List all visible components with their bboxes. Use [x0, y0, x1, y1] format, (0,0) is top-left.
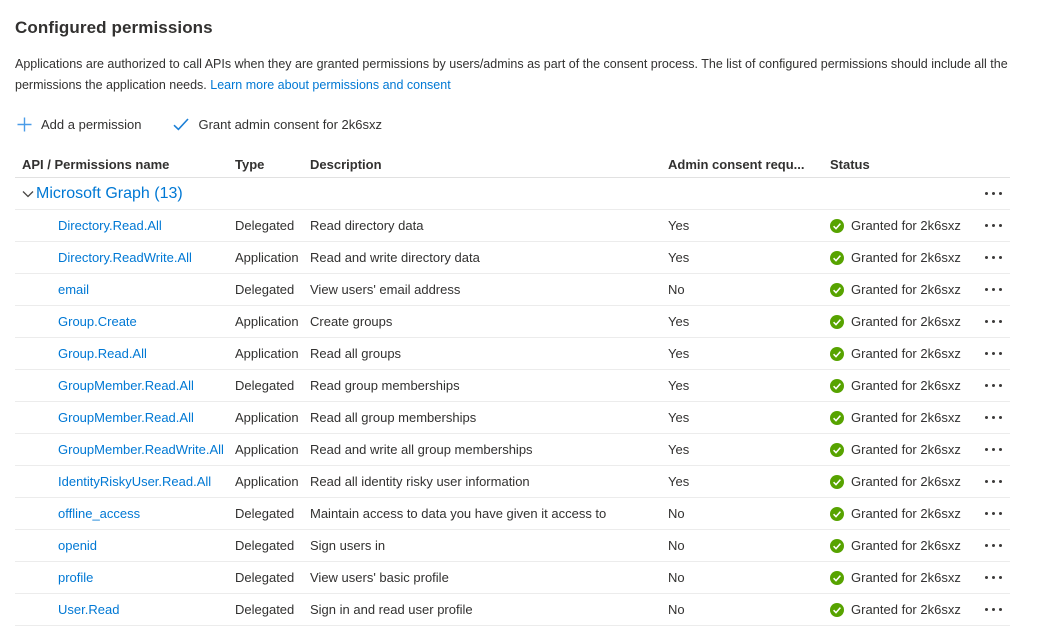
- permission-description: Maintain access to data you have given it access to: [310, 506, 607, 522]
- table-row: [15, 434, 1010, 466]
- granted-check-icon: [830, 411, 844, 425]
- page-title: Configured permissions: [15, 18, 213, 37]
- status-cell: [830, 378, 975, 393]
- learn-more-link[interactable]: Learn more about permissions and consent: [210, 77, 451, 92]
- ellipsis-icon: [985, 480, 1002, 483]
- permission-name-link[interactable]: GroupMember.Read.All: [58, 410, 194, 426]
- table-row: [15, 594, 1010, 626]
- table-row: [15, 210, 1010, 242]
- group-row-menu-button[interactable]: [983, 188, 1004, 199]
- permission-type: Application: [235, 314, 299, 330]
- col-header-api-permissions-name: API / Permissions name: [22, 157, 170, 173]
- permission-name-link[interactable]: User.Read: [58, 602, 120, 618]
- permission-rows: [15, 210, 1010, 626]
- admin-consent-required-value: No: [668, 570, 685, 586]
- col-header-admin-consent: Admin consent requ...: [668, 157, 805, 173]
- granted-check-icon: [830, 379, 844, 393]
- permission-type: Application: [235, 250, 299, 266]
- permission-name-link[interactable]: Directory.ReadWrite.All: [58, 250, 192, 266]
- status-cell: [830, 506, 975, 521]
- status-label: Granted for 2k6sxz: [851, 442, 961, 458]
- granted-check-icon: [830, 539, 844, 553]
- status-cell: [830, 602, 975, 617]
- grant-admin-consent-label: Grant admin consent for 2k6sxz: [198, 117, 382, 133]
- permissions-table: [15, 152, 1010, 626]
- table-row: [15, 370, 1010, 402]
- status-label: Granted for 2k6sxz: [851, 506, 961, 522]
- permission-description: Read group memberships: [310, 378, 460, 394]
- permission-description: View users' email address: [310, 282, 461, 298]
- row-menu-button[interactable]: [983, 444, 1004, 455]
- row-menu-button[interactable]: [983, 348, 1004, 359]
- granted-check-icon: [830, 603, 844, 617]
- permission-name-link[interactable]: offline_access: [58, 506, 141, 522]
- permission-description: View users' basic profile: [310, 570, 449, 586]
- permission-description: Create groups: [310, 314, 393, 330]
- ellipsis-icon: [985, 576, 1002, 579]
- status-cell: [830, 218, 975, 233]
- status-cell: [830, 474, 975, 489]
- col-header-type: Type: [235, 157, 265, 173]
- admin-consent-required-value: Yes: [668, 346, 690, 362]
- permission-description: Sign users in: [310, 538, 386, 554]
- table-row: [15, 562, 1010, 594]
- status-cell: [830, 314, 975, 329]
- admin-consent-required-value: No: [668, 602, 685, 618]
- api-group-link[interactable]: Microsoft Graph (13): [36, 184, 183, 202]
- permission-description: Read all group memberships: [310, 410, 477, 426]
- row-menu-button[interactable]: [983, 284, 1004, 295]
- row-menu-button[interactable]: [983, 252, 1004, 263]
- table-row: [15, 530, 1010, 562]
- command-bar: [15, 115, 1041, 134]
- granted-check-icon: [830, 347, 844, 361]
- ellipsis-icon: [985, 256, 1002, 259]
- status-cell: [830, 570, 975, 585]
- status-cell: [830, 538, 975, 553]
- permission-type: Application: [235, 410, 299, 426]
- ellipsis-icon: [985, 352, 1002, 355]
- permission-description: Read all groups: [310, 346, 402, 362]
- permission-description: Read all identity risky user information: [310, 474, 530, 490]
- table-header: [15, 152, 1010, 178]
- status-label: Granted for 2k6sxz: [851, 602, 961, 618]
- table-row: [15, 242, 1010, 274]
- permission-type: Delegated: [235, 282, 295, 298]
- permission-type: Delegated: [235, 602, 295, 618]
- ellipsis-icon: [985, 224, 1002, 227]
- admin-consent-required-value: No: [668, 282, 685, 298]
- ellipsis-icon: [985, 192, 1002, 195]
- ellipsis-icon: [985, 512, 1002, 515]
- admin-consent-required-value: Yes: [668, 410, 690, 426]
- ellipsis-icon: [985, 384, 1002, 387]
- permission-name-link[interactable]: Directory.Read.All: [58, 218, 162, 234]
- table-row: [15, 338, 1010, 370]
- permission-type: Application: [235, 346, 299, 362]
- status-label: Granted for 2k6sxz: [851, 378, 961, 394]
- permissions-description: [15, 54, 1025, 95]
- admin-consent-required-value: Yes: [668, 314, 690, 330]
- permission-type: Application: [235, 474, 299, 490]
- grant-admin-consent-button[interactable]: [171, 115, 384, 134]
- add-permission-label: Add a permission: [41, 117, 142, 133]
- table-row: [15, 466, 1010, 498]
- permission-description: Read directory data: [310, 218, 424, 234]
- permission-name-link[interactable]: GroupMember.ReadWrite.All: [58, 442, 224, 458]
- status-label: Granted for 2k6sxz: [851, 314, 961, 330]
- row-menu-button[interactable]: [983, 572, 1004, 583]
- granted-check-icon: [830, 443, 844, 457]
- granted-check-icon: [830, 475, 844, 489]
- ellipsis-icon: [985, 448, 1002, 451]
- status-label: Granted for 2k6sxz: [851, 474, 961, 490]
- status-label: Granted for 2k6sxz: [851, 346, 961, 362]
- admin-consent-required-value: Yes: [668, 378, 690, 394]
- table-row: [15, 402, 1010, 434]
- ellipsis-icon: [985, 320, 1002, 323]
- plus-icon: [17, 117, 32, 132]
- ellipsis-icon: [985, 288, 1002, 291]
- collapse-group-button[interactable]: [22, 186, 34, 201]
- admin-consent-required-value: Yes: [668, 474, 690, 490]
- granted-check-icon: [830, 315, 844, 329]
- table-row: [15, 274, 1010, 306]
- permission-type: Application: [235, 442, 299, 458]
- admin-consent-required-value: Yes: [668, 442, 690, 458]
- admin-consent-required-value: Yes: [668, 218, 690, 234]
- permission-name-link[interactable]: IdentityRiskyUser.Read.All: [58, 474, 212, 490]
- permission-name-link[interactable]: Group.Create: [58, 314, 137, 330]
- status-label: Granted for 2k6sxz: [851, 538, 961, 554]
- status-cell: [830, 410, 975, 425]
- granted-check-icon: [830, 507, 844, 521]
- status-cell: [830, 346, 975, 361]
- granted-check-icon: [830, 219, 844, 233]
- permission-description: Read and write all group memberships: [310, 442, 533, 458]
- status-label: Granted for 2k6sxz: [851, 282, 961, 298]
- status-cell: [830, 250, 975, 265]
- admin-consent-required-value: No: [668, 506, 685, 522]
- permission-name-link[interactable]: email: [58, 282, 90, 298]
- row-menu-button[interactable]: [983, 604, 1004, 615]
- chevron-down-icon: [22, 186, 34, 201]
- row-menu-button[interactable]: [983, 540, 1004, 551]
- status-label: Granted for 2k6sxz: [851, 570, 961, 586]
- permission-name-link[interactable]: GroupMember.Read.All: [58, 378, 194, 394]
- admin-consent-required-value: No: [668, 538, 685, 554]
- row-menu-button[interactable]: [983, 380, 1004, 391]
- status-cell: [830, 282, 975, 297]
- granted-check-icon: [830, 571, 844, 585]
- permission-type: Delegated: [235, 378, 295, 394]
- col-header-description: Description: [310, 157, 382, 173]
- status-label: Granted for 2k6sxz: [851, 250, 961, 266]
- check-icon: [173, 118, 189, 131]
- status-label: Granted for 2k6sxz: [851, 410, 961, 426]
- ellipsis-icon: [985, 544, 1002, 547]
- add-permission-button[interactable]: [15, 115, 143, 134]
- row-menu-button[interactable]: [983, 412, 1004, 423]
- row-menu-button[interactable]: [983, 316, 1004, 327]
- permission-type: Delegated: [235, 570, 295, 586]
- row-menu-button[interactable]: [983, 508, 1004, 519]
- admin-consent-required-value: Yes: [668, 250, 690, 266]
- table-row: [15, 498, 1010, 530]
- row-menu-button[interactable]: [983, 476, 1004, 487]
- description-text: Applications are authorized to call APIs when they are granted permissions by users/admins as part of the consent process. The list of configured permissions should include all the permissions the application needs.: [15, 57, 1008, 92]
- row-menu-button[interactable]: [983, 220, 1004, 231]
- permission-type: Delegated: [235, 538, 295, 554]
- ellipsis-icon: [985, 416, 1002, 419]
- permission-description: Sign in and read user profile: [310, 602, 473, 618]
- ellipsis-icon: [985, 608, 1002, 611]
- permission-type: Delegated: [235, 218, 295, 234]
- permission-type: Delegated: [235, 506, 295, 522]
- permission-name-link[interactable]: openid: [58, 538, 98, 554]
- permission-name-link[interactable]: Group.Read.All: [58, 346, 147, 362]
- granted-check-icon: [830, 283, 844, 297]
- granted-check-icon: [830, 251, 844, 265]
- permission-name-link[interactable]: profile: [58, 570, 94, 586]
- col-header-status: Status: [830, 157, 870, 173]
- status-label: Granted for 2k6sxz: [851, 218, 961, 234]
- permission-description: Read and write directory data: [310, 250, 480, 266]
- table-row: [15, 306, 1010, 338]
- api-group-row: [15, 178, 1010, 210]
- status-cell: [830, 442, 975, 457]
